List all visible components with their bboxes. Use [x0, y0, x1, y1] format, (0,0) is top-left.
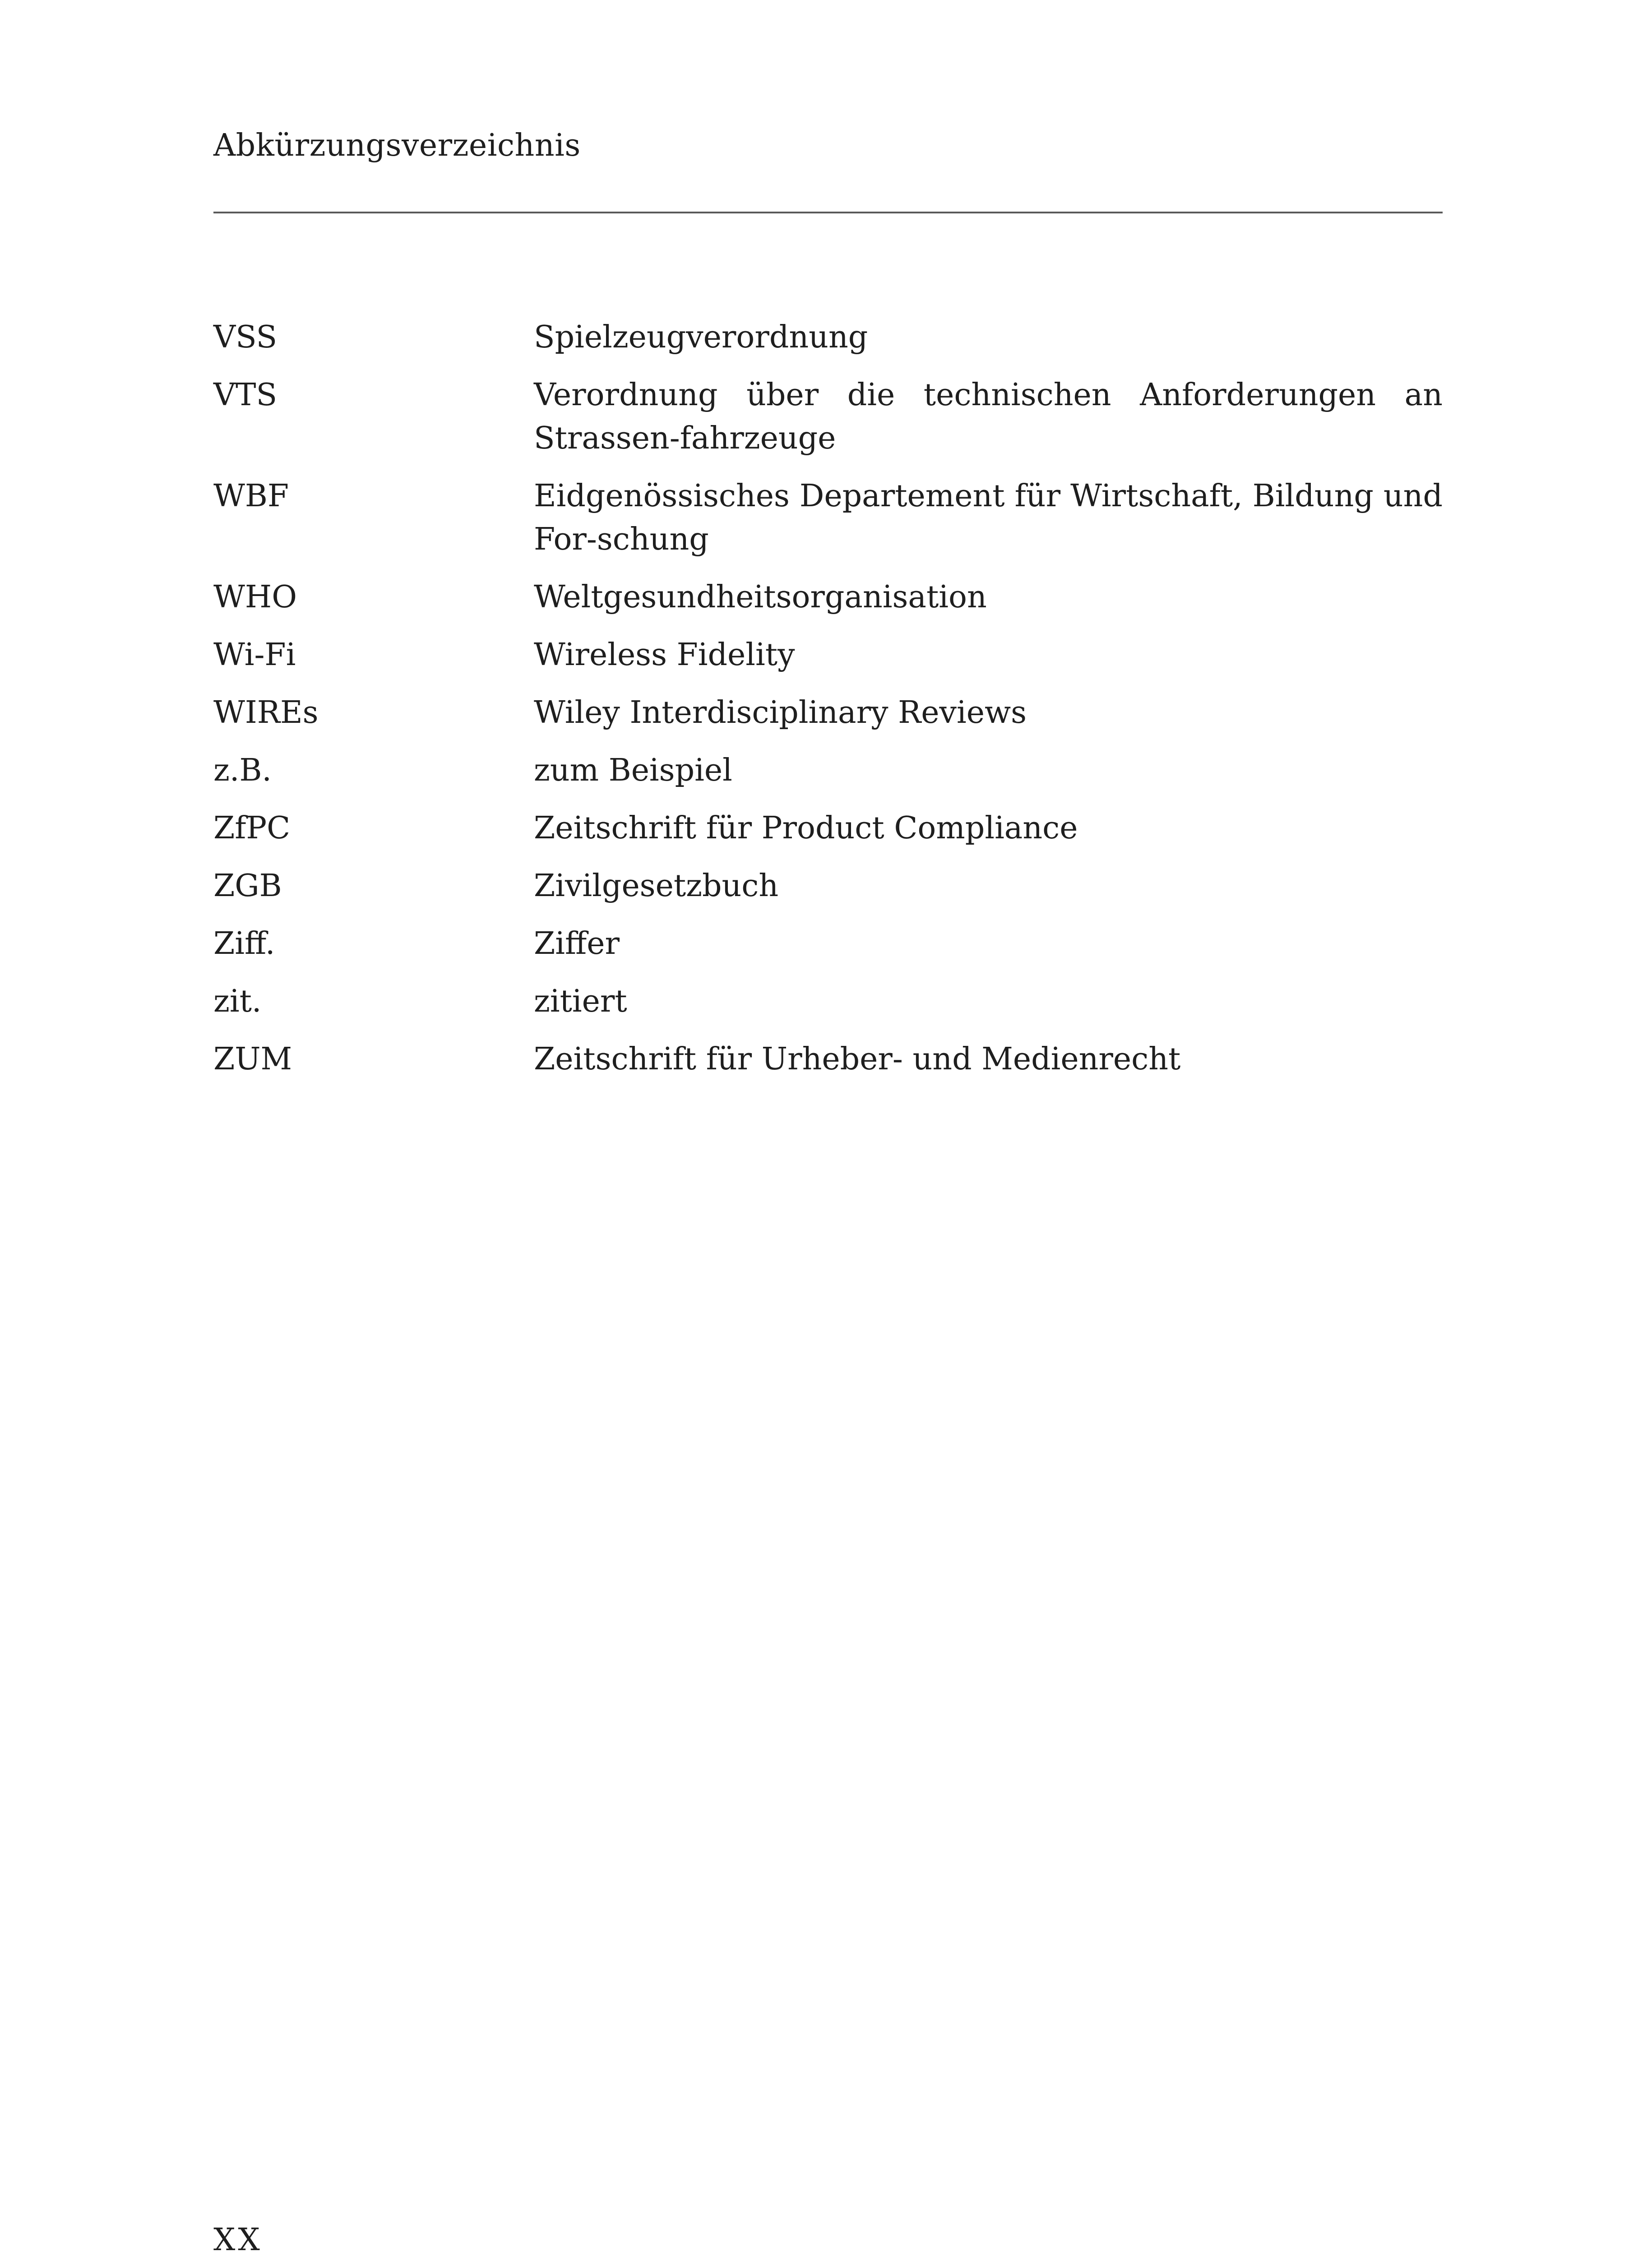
abbreviation-term: ZUM [213, 1041, 292, 1077]
abbreviation-definition: Wireless Fidelity [534, 637, 795, 673]
abbreviation-term: z.B. [213, 753, 272, 788]
abbreviation-term: ZfPC [213, 810, 291, 846]
abbreviation-entry [213, 316, 1443, 359]
abbreviation-entry [213, 1038, 1443, 1081]
abbreviation-entry [213, 864, 1443, 908]
abbreviation-term: WHO [213, 579, 297, 615]
abbreviation-definition: Weltgesundheitsorganisation [534, 579, 987, 615]
abbreviation-term: WIREs [213, 695, 319, 730]
header-divider [213, 212, 1443, 213]
abbreviation-term: zit. [213, 984, 262, 1019]
abbreviation-definition: zitiert [534, 984, 627, 1019]
abbreviation-entry [213, 374, 1443, 460]
abbreviation-entry [213, 807, 1443, 850]
abbreviation-term: Wi-Fi [213, 637, 296, 673]
abbreviation-definition: Zeitschrift für Product Compliance [534, 810, 1078, 846]
abbreviation-term: VSS [213, 319, 278, 355]
abbreviation-definition: Zivilgesetzbuch [534, 868, 779, 904]
abbreviation-definition: Eidgenössisches Departement für Wirtschaft, Bildung und For-schung [534, 478, 1443, 557]
page-number: XX [213, 2222, 263, 2256]
abbreviation-definition: Zeitschrift für Urheber- und Medienrecht [534, 1041, 1181, 1077]
abbreviation-term: WBF [213, 478, 289, 514]
abbreviation-entry [213, 691, 1443, 735]
abbreviation-term: ZGB [213, 868, 282, 904]
abbreviation-definition: Wiley Interdisciplinary Reviews [534, 695, 1027, 730]
abbreviation-entry [213, 980, 1443, 1023]
abbreviation-definition: Ziffer [534, 926, 620, 962]
abbreviation-term: Ziff. [213, 926, 275, 962]
abbreviation-list [213, 316, 1443, 1096]
abbreviation-term: VTS [213, 377, 278, 413]
abbreviation-definition: Verordnung über die technischen Anforderungen an Strassen-fahrzeuge [534, 377, 1443, 456]
abbreviation-entry [213, 475, 1443, 561]
abbreviation-entry [213, 633, 1443, 677]
abbreviation-entry [213, 749, 1443, 792]
abbreviation-entry [213, 922, 1443, 966]
running-header: Abkürzungsverzeichnis [213, 128, 581, 163]
abbreviation-definition: Spielzeugverordnung [534, 319, 868, 355]
abbreviation-entry [213, 576, 1443, 619]
abbreviation-definition: zum Beispiel [534, 753, 732, 788]
